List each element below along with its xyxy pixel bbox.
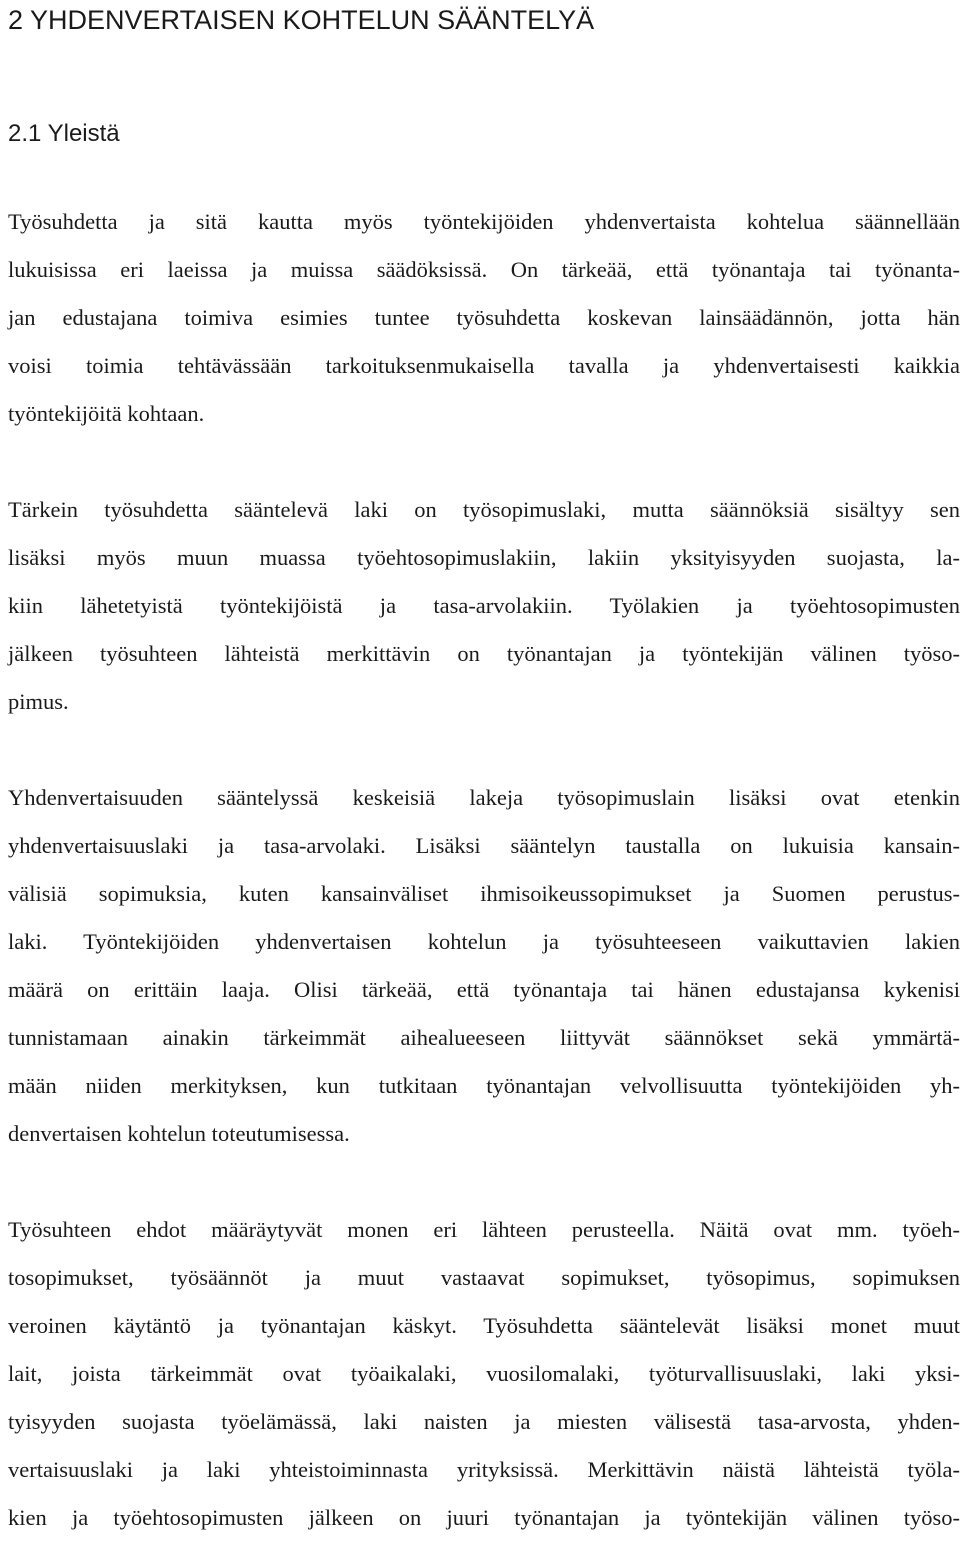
paragraph-line: lisäksi myös muun muassa työehtosopimuslakiin, lakiin yksityisyyden suojasta, la- — [8, 545, 960, 570]
paragraph-2 — [8, 486, 960, 726]
paragraph-line: Työsuhteen ehdot määräytyvät monen eri lähteen perusteella. Näitä ovat mm. työeh- — [8, 1217, 960, 1242]
paragraph-line: kien ja työehtosopimusten jälkeen on juuri työnantajan ja työntekijän välinen työso- — [8, 1505, 960, 1530]
paragraph-line: lait, joista tärkeimmät ovat työaikalaki, vuosilomalaki, työturvallisuuslaki, laki yksi- — [8, 1361, 960, 1386]
chapter-title: 2 YHDENVERTAISEN KOHTELUN SÄÄNTELYÄ — [8, 5, 595, 35]
paragraph-line: tunnistamaan ainakin tärkeimmät aihealueeseen liittyvät säännökset sekä ymmärtä- — [8, 1025, 960, 1050]
paragraph-line: Yhdenvertaisuuden sääntelyssä keskeisiä lakeja työsopimuslain lisäksi ovat etenkin — [8, 785, 960, 810]
paragraph-line: jan edustajana toimiva esimies tuntee työsuhdetta koskevan lainsäädännön, jotta hän — [8, 305, 960, 330]
paragraph-line: vertaisuuslaki ja laki yhteistoiminnasta yrityksissä. Merkittävin näistä lähteistä työla- — [8, 1457, 960, 1482]
paragraph-line: lukuisissa eri laeissa ja muissa säädöksissä. On tärkeää, että työnantaja tai työnanta- — [8, 257, 960, 282]
paragraph-line: veroinen käytäntö ja työnantajan käskyt. Työsuhdetta sääntelevät lisäksi monet muut — [8, 1313, 960, 1338]
paragraph-line: Työsuhdetta ja sitä kautta myös työntekijöiden yhdenvertaista kohtelua säännellään — [8, 209, 960, 234]
paragraph-4 — [8, 1206, 960, 1542]
paragraph-1 — [8, 198, 960, 438]
paragraph-3 — [8, 774, 960, 1158]
paragraph-line: työntekijöitä kohtaan. — [8, 401, 205, 426]
paragraph-line: välisiä sopimuksia, kuten kansainväliset ihmisoikeussopimukset ja Suomen perustus- — [8, 881, 960, 906]
paragraph-line: Tärkein työsuhdetta sääntelevä laki on työsopimuslaki, mutta säännöksiä sisältyy sen — [8, 497, 960, 522]
paragraph-line: voisi toimia tehtävässään tarkoituksenmukaisella tavalla ja yhdenvertaisesti kaikkia — [8, 353, 960, 378]
paragraph-line: laki. Työntekijöiden yhdenvertaisen kohtelun ja työsuhteeseen vaikuttavien lakien — [8, 929, 960, 954]
paragraph-line: jälkeen työsuhteen lähteistä merkittävin on työnantajan ja työntekijän välinen työso- — [8, 641, 960, 666]
paragraph-line: tyisyyden suojasta työelämässä, laki naisten ja miesten välisestä tasa-arvosta, yhden- — [8, 1409, 960, 1434]
section-title: 2.1 Yleistä — [8, 120, 120, 147]
paragraph-line: kiin lähetetyistä työntekijöistä ja tasa-arvolakiin. Työlakien ja työehtosopimusten — [8, 593, 960, 618]
paragraph-line: denvertaisen kohtelun toteutumisessa. — [8, 1121, 350, 1146]
paragraph-line: pimus. — [8, 689, 69, 714]
paragraph-line: yhdenvertaisuuslaki ja tasa-arvolaki. Lisäksi sääntelyn taustalla on lukuisia kansain- — [8, 833, 960, 858]
paragraph-line: tosopimukset, työsäännöt ja muut vastaavat sopimukset, työsopimus, sopimuksen — [8, 1265, 960, 1290]
paragraph-line: määrä on erittäin laaja. Olisi tärkeää, että työnantaja tai hänen edustajansa kykenisi — [8, 977, 960, 1002]
paragraph-line: mään niiden merkityksen, kun tutkitaan työnantajan velvollisuutta työntekijöiden yh- — [8, 1073, 960, 1098]
